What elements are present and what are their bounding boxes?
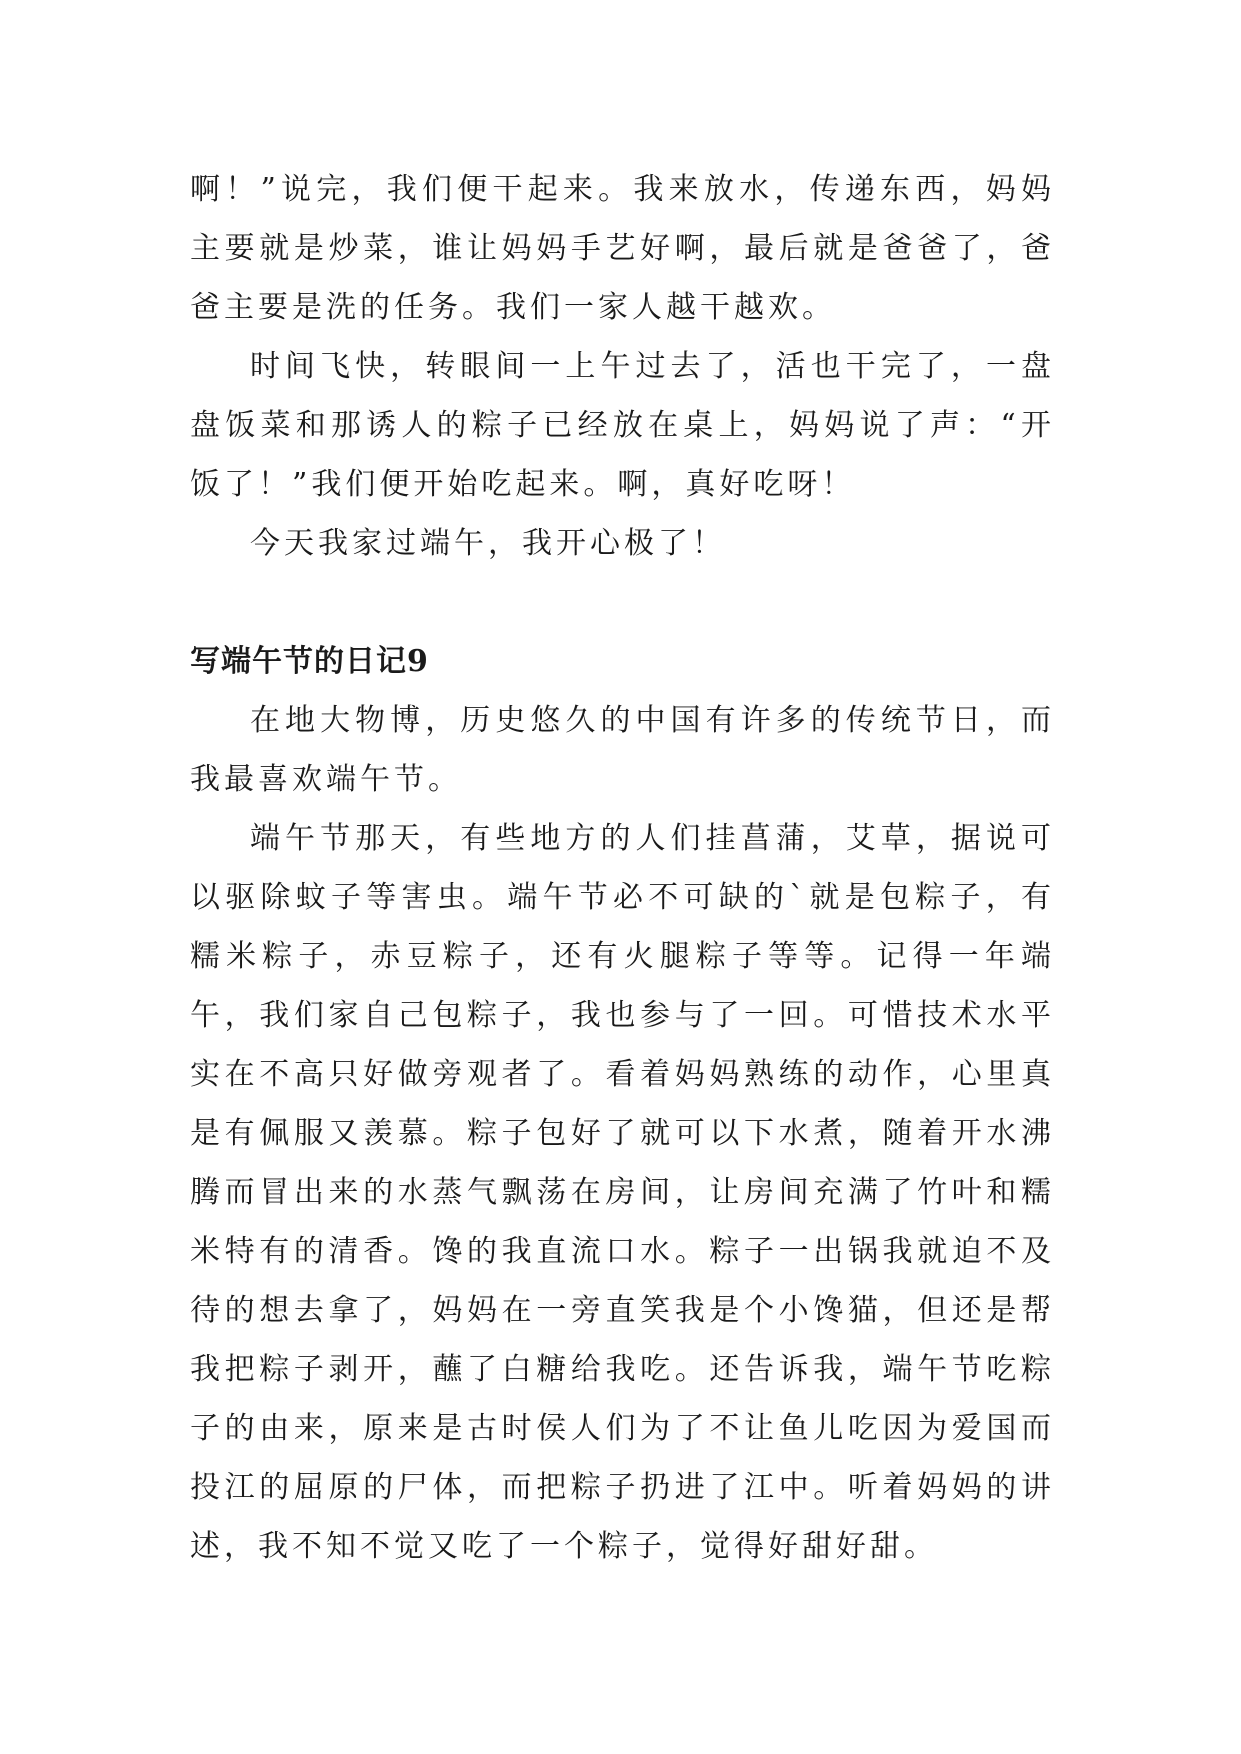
body-paragraph: 在地大物博，历史悠久的中国有许多的传统节日，而我最喜欢端午节。 (190, 703, 1055, 797)
section-title: 写端午节的日记9 (190, 644, 429, 679)
body-paragraph: 时间飞快，转眼间一上午过去了，活也干完了，一盘盘饭菜和那诱人的粽子已经放在桌上，妈妈说了声：“开饭了！”我们便开始吃起来。啊，真好吃呀！ (190, 349, 1055, 502)
body-paragraph: 端午节那天，有些地方的人们挂菖蒲，艾草，据说可以驱除蚊子等害虫。端午节必不可缺的`就是包粽子，有糯米粽子，赤豆粽子，还有火腿粽子等等。记得一年端午，我们家自己包粽子，我也参与了一回。可惜技术水平实在不高只好做旁观者了。看着妈妈熟练的动作，心里真是有佩服又羡慕。粽子包好了就可以下水煮，随着开水沸腾而冒出来的水蒸气飘荡在房间，让房间充满了竹叶和糯米特有的清香。馋的我直流口水。粽子一出锅我就迫不及待的想去拿了，妈妈在一旁直笑我是个小馋猫，但还是帮我把粽子剥开，蘸了白糖给我吃。还告诉我，端午节吃粽子的由来，原来是古时侯人们为了不让鱼儿吃因为爱国而投江的屈原的尸体，而把粽子扔进了江中。听着妈妈的讲述，我不知不觉又吃了一个粽子，觉得好甜好甜。 (190, 821, 1055, 1564)
body-paragraph: 今天我家过端午，我开心极了！ (250, 526, 726, 561)
document-body (190, 160, 1055, 1576)
body-paragraph: 啊！”说完，我们便干起来。我来放水，传递东西，妈妈主要就是炒菜，谁让妈妈手艺好啊，最后就是爸爸了，爸爸主要是洗的任务。我们一家人越干越欢。 (190, 172, 1055, 325)
section-gap (190, 573, 1055, 632)
